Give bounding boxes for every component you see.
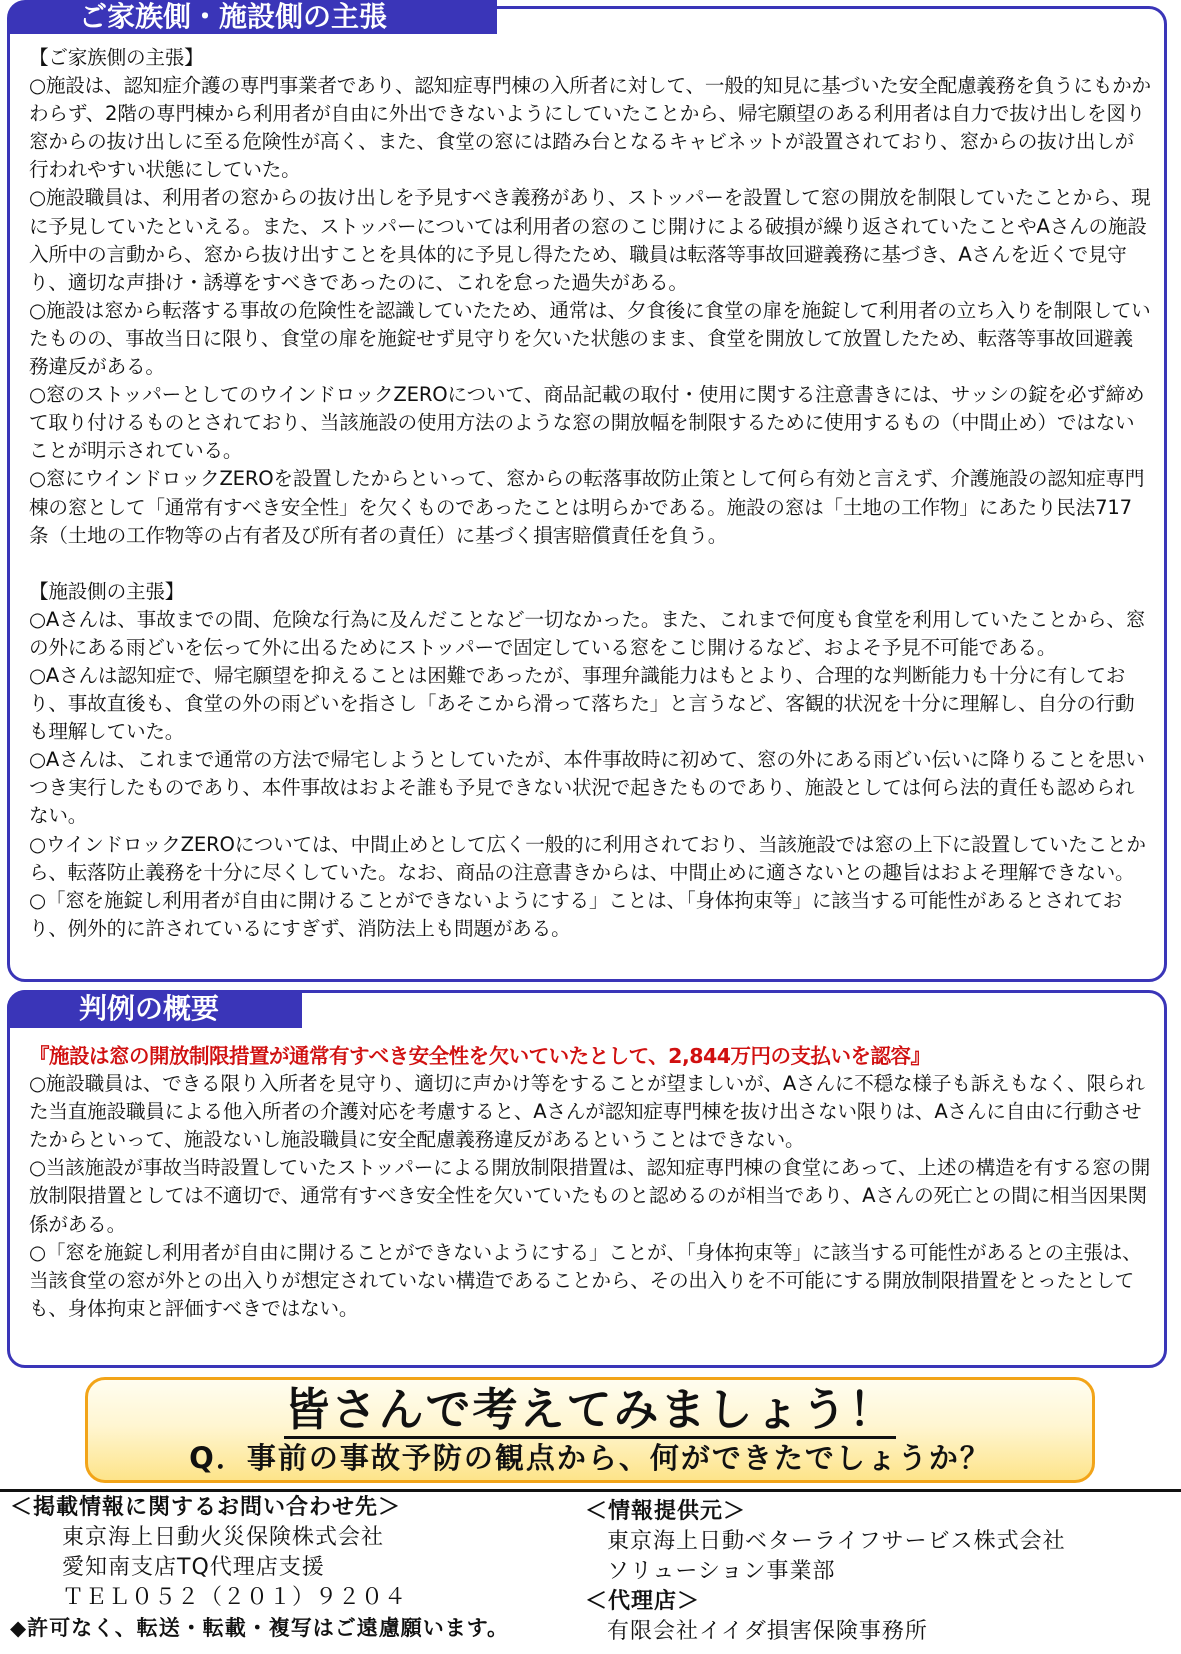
ruling-section-title: 判例の概要 [7, 990, 302, 1028]
discussion-banner [85, 1377, 1095, 1483]
provider-info [585, 1497, 1175, 1647]
facility-paragraph: ○ウインドロックZEROについては、中間止めとして広く一般的に利用されており、当該施設では窓の上下に設置していたことから、転落防止義務を十分に尽くしていた。なお、商品の注意書きからは、中間止めに適さないとの趣旨はおよそ理解できない。 [29, 832, 1146, 884]
banner-question: Q．事前の事故予防の観点から、何ができたでしょうか？ [189, 1441, 991, 1475]
facility-paragraph: ○Aさんは認知症で、帰宅願望を抑えることは困難であったが、事理弁識能力はもとより、合理的な判断能力も十分に有しており、事故直後も、食堂の外の雨どいを指さし「あそこから滑って落ちた」と言うなど、客観的状況を十分に理解し、自分の行動も理解していた。 [29, 663, 1135, 744]
provider-heading: ＜情報提供元＞ [585, 1499, 747, 1524]
provider-dept: ソリューション事業部 [607, 1559, 836, 1584]
claims-section-title: ご家族側・施設側の主張 [7, 0, 497, 34]
facility-paragraph: ○Aさんは、事故までの間、危険な行為に及んだことなど一切なかった。また、これまで何度も食堂を利用していたことから、窓の外にある雨どいを伝って外に出るためにストッパーで固定している窓をこじ開けるなど、およそ予見不可能である。 [29, 607, 1146, 659]
contact-branch: 愛知南支店TQ代理店支援 [62, 1555, 325, 1580]
facility-paragraph: ○「窓を施錠し利用者が自由に開けることができないようにする」ことは、「身体拘束等」に該当する可能性があるとされており、例外的に許されているにすぎず、消防法上も問題がある。 [29, 888, 1123, 940]
contact-info [10, 1493, 590, 1643]
ruling-paragraph: ○施設職員は、できる限り入所者を見守り、適切に声かけ等をすることが望ましいが、Aさんに不穏な様子も訴えもなく、限られた当直施設職員による他入所者の介護対応を考慮すると、Aさんが認知症専門棟を抜け出さない限りは、Aさんに自由に行動させたからといって、施設ないし施設職員に安全配慮義務違反があるということはできない。 [29, 1072, 1145, 1152]
family-paragraph: ○施設職員は、利用者の窓からの抜け出しを予見すべき義務があり、ストッパーを設置して窓の開放を制限していたことから、現に予見していたといえる。また、ストッパーについては利用者の窓のこじ開けによる破損が繰り返されていたことやAさんの施設入所中の言動から、窓から抜け出すことを具体的に予見し得たため、職員は転落等事故回避義務に基づき、Aさんを近くで見守り、適切な声掛け・誘導をすべきであったのに、これを怠った過失がある。 [29, 186, 1151, 294]
family-paragraph: ○窓にウインドロックZEROを設置したからといって、窓からの転落事故防止策として何ら有効と言えず、介護施設の認知症専門棟の窓として「通常有すべき安全性」を欠くものであったことは明らかである。施設の窓は「土地の工作物」にあたり民法717条（土地の工作物等の占有者及び所有者の責任）に基づく損害賠償責任を負う。 [29, 467, 1145, 547]
ruling-paragraph: ○当該施設が事故当時設置していたストッパーによる開放制限措置は、認知症専門棟の食堂にあって、上述の構造を有する窓の開放制限措置としては不適切で、通常有すべき安全性を欠いていたものと認めるのが相当であり、Aさんの死亡との間に相当因果関係がある。 [29, 1156, 1151, 1236]
family-paragraph: ○施設は、認知症介護の専門事業者であり、認知症専門棟の入所者に対して、一般的知見に基づいた安全配慮義務を負うにもかかわらず、2階の専門棟から利用者が自由に外出できないようにしていたことから、帰宅願望のある利用者は自力で抜け出しを図り窓からの抜け出しに至る危険性が高く、また、食堂の窓には踏み台となるキャビネットが設置されており、窓からの抜け出しが行われやすい状態にしていた。 [29, 74, 1151, 182]
facility-heading: 【施設側の主張】 [29, 579, 185, 603]
family-paragraph: ○窓のストッパーとしてのウインドロックZEROについて、商品記載の取付・使用に関する注意書きには、サッシの錠を必ず締めて取り付けるものとされており、当該施設の使用方法のような窓の開放幅を制限するために使用するもの（中間止め）ではないことが明示されている。 [29, 383, 1145, 463]
ruling-body [29, 1042, 1151, 1323]
claims-body [29, 44, 1151, 943]
copy-warning: ◆許可なく、転送・転載・複写はご遠慮願います。 [10, 1616, 510, 1640]
agency-name: 有限会社イイダ損害保険事務所 [607, 1619, 928, 1644]
contact-tel: ＴＥＬ０５２（２０１）９２０４ [62, 1585, 408, 1610]
contact-heading: ＜掲載情報に関するお問い合わせ先＞ [10, 1495, 402, 1520]
footer-divider [0, 1489, 1181, 1492]
contact-company: 東京海上日動火災保険株式会社 [62, 1525, 385, 1550]
banner-title: 皆さんで考えてみましょう！ [88, 1382, 1092, 1438]
provider-company: 東京海上日動ベターライフサービス株式会社 [607, 1529, 1066, 1554]
ruling-paragraph: ○「窓を施錠し利用者が自由に開けることができないようにする」ことが、「身体拘束等」に該当する可能性があるとの主張は、当該食堂の窓が外との出入りが想定されていない構造であることから、その出入りを不可能にする開放制限措置をとったとしても、身体拘束と評価すべきではない。 [29, 1240, 1142, 1320]
family-paragraph: ○施設は窓から転落する事故の危険性を認識していたため、通常は、夕食後に食堂の扉を施錠して利用者の立ち入りを制限していたものの、事故当日に限り、食堂の扉を施錠せず見守りを欠いた状態のまま、食堂を開放して放置したため、転落等事故回避義務違反がある。 [29, 298, 1151, 379]
verdict-headline: 『施設は窓の開放制限措置が通常有すべき安全性を欠いていたとして、2,844万円の支払いを認容』 [29, 1044, 931, 1068]
family-heading: 【ご家族側の主張】 [29, 46, 204, 69]
facility-paragraph: ○Aさんは、これまで通常の方法で帰宅しようとしていたが、本件事故時に初めて、窓の外にある雨どい伝いに降りることを思いつき実行したものであり、本件事故はおよそ誰も予見できない状況で起きたものであり、施設としては何ら法的責任も認められない。 [29, 748, 1145, 828]
agency-heading: ＜代理店＞ [585, 1589, 701, 1614]
